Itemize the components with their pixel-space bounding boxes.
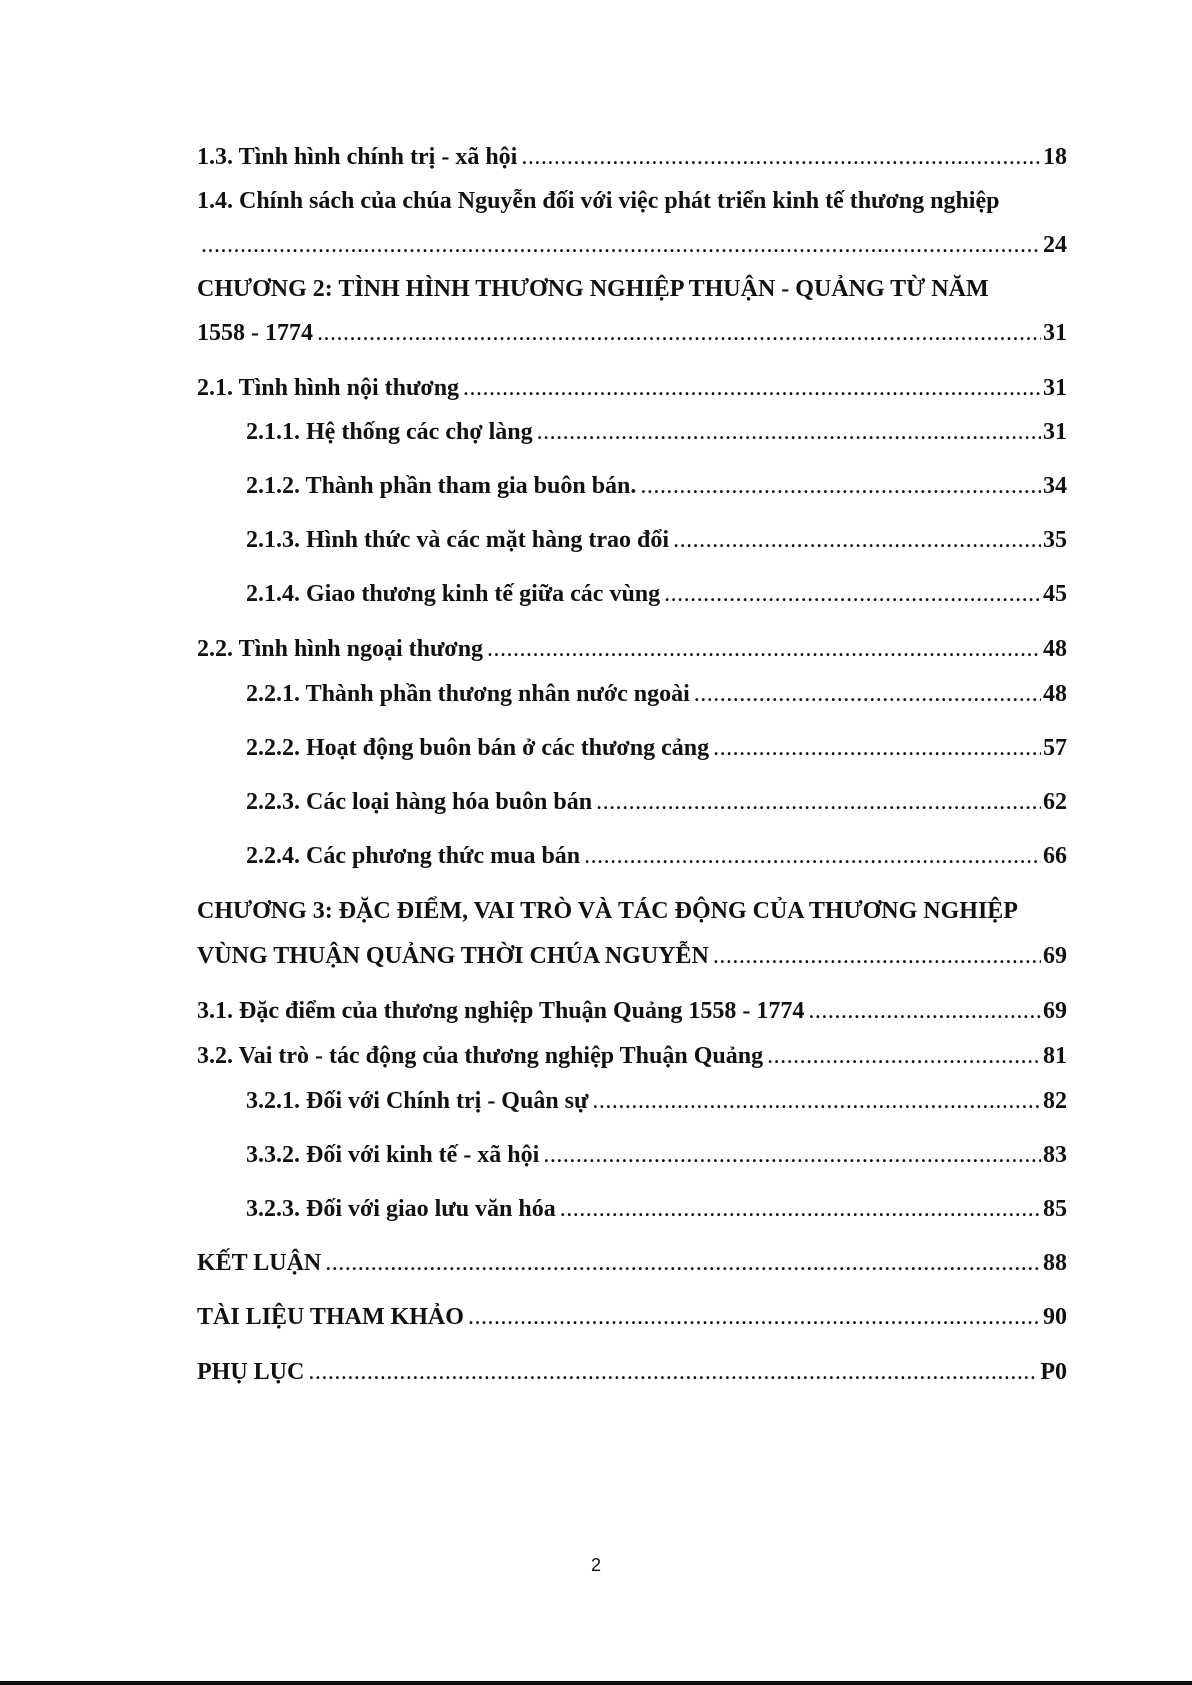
page-number: 2	[590, 1555, 601, 1575]
dot-leader	[592, 1089, 1041, 1113]
toc-entry-title: TÀI LIỆU THAM KHẢO	[197, 1304, 464, 1330]
toc-entry[interactable]	[197, 1044, 1067, 1068]
dot-leader	[664, 582, 1041, 606]
dot-leader	[767, 1044, 1041, 1068]
toc-entry[interactable]	[246, 1089, 1067, 1113]
toc-entry-page: 31	[1043, 375, 1067, 401]
toc-entry[interactable]	[246, 736, 1067, 760]
toc-entry-title: 2.2.3. Các loại hàng hóa buôn bán	[246, 789, 593, 815]
toc-entry[interactable]	[197, 376, 1067, 400]
toc-entry[interactable]	[246, 474, 1067, 498]
bottom-edge-rule	[0, 1681, 1192, 1685]
toc-entry-page: 66	[1043, 843, 1067, 869]
dot-leader	[308, 1360, 1038, 1384]
dot-leader	[673, 528, 1041, 552]
dot-leader	[596, 790, 1041, 814]
toc-entry-title: KẾT LUẬN	[197, 1250, 322, 1276]
toc-entry[interactable]	[197, 999, 1067, 1023]
dot-leader	[468, 1305, 1041, 1329]
toc-entry-title: 2.1.1. Hệ thống các chợ làng	[246, 419, 533, 445]
toc-entry[interactable]	[246, 790, 1067, 814]
toc-entry-page: 31	[1043, 419, 1067, 445]
toc-entry[interactable]	[197, 321, 1067, 345]
toc-entry-title: PHỤ LỤC	[197, 1359, 305, 1385]
toc-entry-page: 85	[1043, 1196, 1067, 1222]
toc-entry-page: 48	[1043, 636, 1067, 662]
toc-entry-title: 3.2.1. Đối với Chính trị - Quân sự	[246, 1088, 589, 1114]
toc-entry-page: 88	[1043, 1250, 1067, 1276]
toc-entry[interactable]	[197, 637, 1067, 661]
dot-leader	[560, 1197, 1041, 1221]
toc-entry-title: 2.2. Tình hình ngoại thương	[197, 636, 484, 662]
toc-entry-page: 31	[1043, 320, 1067, 346]
toc-entry[interactable]	[246, 1197, 1067, 1221]
toc-entry-title: 2.2.4. Các phương thức mua bán	[246, 843, 581, 869]
dot-leader	[537, 420, 1041, 444]
toc-entry-title: 2.2.2. Hoạt động buôn bán ở các thương cảng	[246, 735, 710, 761]
toc-entry-page: 34	[1043, 473, 1067, 499]
toc-entry-title: 2.2.1. Thành phần thương nhân nước ngoài	[246, 681, 690, 707]
toc-entry[interactable]	[246, 420, 1067, 444]
toc-entry[interactable]	[246, 528, 1067, 552]
toc-entry[interactable]	[246, 682, 1067, 706]
toc-entry-page: 45	[1043, 581, 1067, 607]
dot-leader	[808, 999, 1041, 1023]
toc-entry-title: 2.1.3. Hình thức và các mặt hàng trao đổi	[246, 527, 670, 553]
toc-entry-page: 18	[1043, 144, 1067, 170]
dot-leader	[713, 736, 1041, 760]
toc-entry-title: 3.1. Đặc điểm của thương nghiệp Thuận Quảng 1558 - 1774	[197, 998, 805, 1024]
toc-entry[interactable]	[197, 1305, 1067, 1329]
toc-entry-page: 48	[1043, 681, 1067, 707]
toc-entry-title: 3.2.3. Đối với giao lưu văn hóa	[246, 1196, 556, 1222]
dot-leader	[325, 1251, 1041, 1275]
toc-entry[interactable]	[197, 1360, 1067, 1384]
dot-leader	[463, 376, 1041, 400]
toc-entry-title-line1[interactable]: 1.4. Chính sách của chúa Nguyễn đối với việc phát triển kinh tế thương nghiệp	[197, 188, 1000, 214]
toc-entry-title: 2.1.2. Thành phần tham gia buôn bán.	[246, 473, 637, 499]
toc-entry-page: 90	[1043, 1304, 1067, 1330]
toc-entry-page: 83	[1043, 1142, 1067, 1168]
dot-leader	[584, 844, 1041, 868]
dot-leader	[487, 637, 1041, 661]
toc-entry-title: VÙNG THUẬN QUẢNG THỜI CHÚA NGUYỄN	[197, 943, 709, 969]
toc-entry-page: 82	[1043, 1088, 1067, 1114]
toc-entry[interactable]	[197, 233, 1067, 257]
dot-leader	[713, 944, 1041, 968]
dot-leader	[640, 474, 1041, 498]
toc-entry-page: 81	[1043, 1043, 1067, 1069]
toc-entry-title: 1.3. Tình hình chính trị - xã hội	[197, 144, 518, 170]
toc-entry-title: 3.2. Vai trò - tác động của thương nghiệp Thuận Quảng	[197, 1043, 764, 1069]
toc-entry-title: 3.3.2. Đối với kinh tế - xã hội	[246, 1142, 540, 1168]
toc-entry-title: 2.1.4. Giao thương kinh tế giữa các vùng	[246, 581, 661, 607]
toc-entry-page: 24	[1043, 232, 1067, 258]
dot-leader	[521, 145, 1041, 169]
toc-entry-page: 69	[1043, 943, 1067, 969]
dot-leader	[694, 682, 1041, 706]
toc-entry[interactable]	[246, 1143, 1067, 1167]
toc-entry-page: P0	[1040, 1359, 1067, 1385]
dot-leader	[543, 1143, 1041, 1167]
toc-entry-page: 35	[1043, 527, 1067, 553]
toc-entry-page: 62	[1043, 789, 1067, 815]
toc-chapter-title-line1[interactable]: CHƯƠNG 2: TÌNH HÌNH THƯƠNG NGHIỆP THUẬN - QUẢNG TỪ NĂM	[197, 276, 989, 302]
toc-entry-page: 69	[1043, 998, 1067, 1024]
toc-entry[interactable]	[197, 1251, 1067, 1275]
toc-entry-title: 2.1. Tình hình nội thương	[197, 375, 460, 401]
dot-leader	[317, 321, 1041, 345]
dot-leader	[201, 233, 1041, 257]
toc-chapter-title-line1[interactable]: CHƯƠNG 3: ĐẶC ĐIỂM, VAI TRÒ VÀ TÁC ĐỘNG CỦA THƯƠNG NGHIỆP	[197, 898, 1018, 924]
toc-entry[interactable]	[197, 944, 1067, 968]
toc-entry[interactable]	[246, 582, 1067, 606]
toc-entry-title: 1558 - 1774	[197, 320, 313, 346]
toc-entry[interactable]	[246, 844, 1067, 868]
toc-entry-page: 57	[1043, 735, 1067, 761]
toc-entry[interactable]	[197, 145, 1067, 169]
